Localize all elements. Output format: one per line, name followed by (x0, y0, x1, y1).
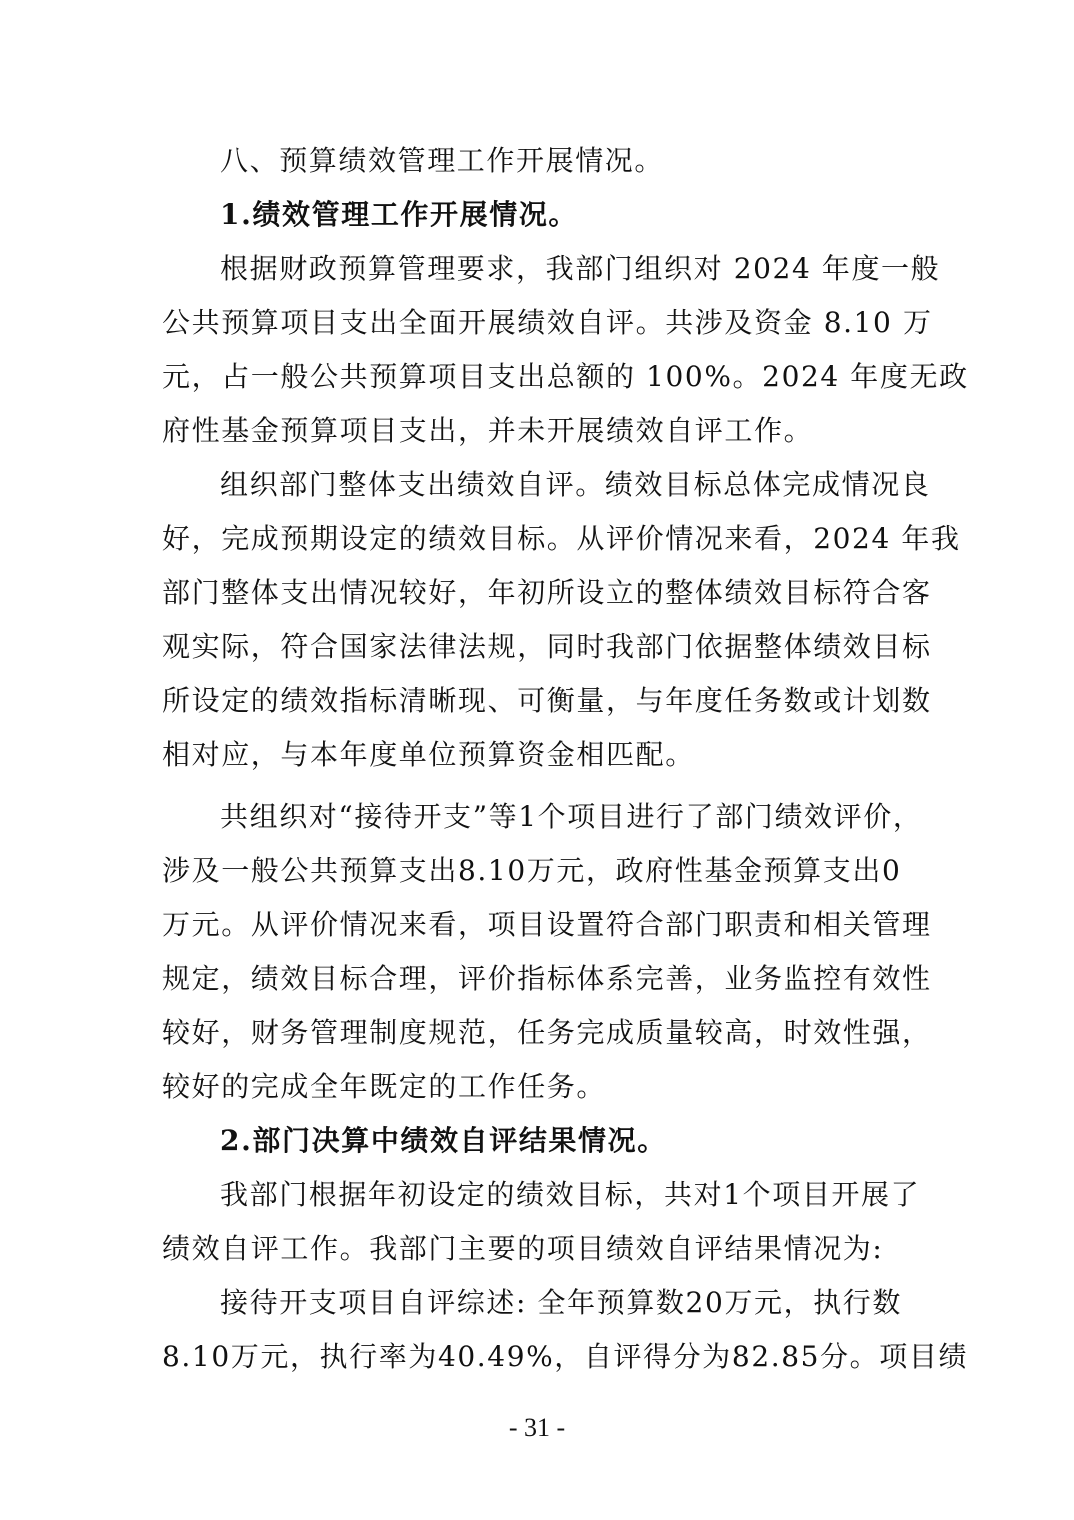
paragraph-line: 好，完成预期设定的绩效目标。从评价情况来看，2024 年我 (162, 522, 961, 555)
paragraph-line: 规定，绩效目标合理，评价指标体系完善，业务监控有效性 (162, 962, 932, 995)
paragraph-line: 较好的完成全年既定的工作任务。 (162, 1070, 607, 1103)
paragraph-line: 绩效自评工作。我部门主要的项目绩效自评结果情况为: (162, 1232, 884, 1265)
paragraph-line: 组织部门整体支出绩效自评。绩效目标总体完成情况良 (220, 468, 931, 501)
paragraph-line: 所设定的绩效指标清晰现、可衡量，与年度任务数或计划数 (162, 684, 932, 717)
paragraph-line: 共组织对“接待开支”等1个项目进行了部门绩效评价， (220, 800, 923, 833)
page-number: - 31 - (508, 1413, 566, 1442)
paragraph-line: 观实际，符合国家法律法规，同时我部门依据整体绩效目标 (162, 630, 932, 663)
section-heading-main: 八、预算绩效管理工作开展情况。 (220, 144, 665, 177)
paragraph-line: 我部门根据年初设定的绩效目标，共对1个项目开展了 (220, 1178, 921, 1211)
paragraph-line: 相对应，与本年度单位预算资金相匹配。 (162, 738, 695, 771)
document-body (162, 134, 969, 1384)
paragraph-line: 8.10万元，执行率为40.49%，自评得分为82.85分。项目绩 (162, 1340, 969, 1373)
paragraph-line: 接待开支项目自评综述: 全年预算数20万元，执行数 (220, 1286, 902, 1319)
paragraph-line: 根据财政预算管理要求，我部门组织对 2024 年度一般 (220, 252, 941, 285)
paragraph-3 (162, 790, 932, 1114)
paragraph-line: 府性基金预算项目支出，并未开展绩效自评工作。 (162, 414, 814, 447)
paragraph-line: 元，占一般公共预算项目支出总额的 100%。2024 年度无政 (162, 360, 969, 393)
section-1-title: 1.绩效管理工作开展情况。 (220, 198, 579, 231)
paragraph-line: 万元。从评价情况来看，项目设置符合部门职责和相关管理 (162, 908, 932, 941)
paragraph-5 (162, 1276, 969, 1384)
paragraph-line: 公共预算项目支出全面开展绩效自评。共涉及资金 8.10 万 (162, 306, 933, 339)
paragraph-line: 较好，财务管理制度规范，任务完成质量较高，时效性强， (162, 1016, 932, 1049)
paragraph-1 (162, 242, 969, 458)
section-2-title: 2.部门决算中绩效自评结果情况。 (220, 1124, 667, 1157)
paragraph-2 (162, 458, 961, 782)
paragraph-line: 部门整体支出情况较好，年初所设立的整体绩效目标符合客 (162, 576, 932, 609)
paragraph-line: 涉及一般公共预算支出8.10万元，政府性基金预算支出0 (162, 854, 902, 887)
paragraph-4 (162, 1168, 921, 1276)
